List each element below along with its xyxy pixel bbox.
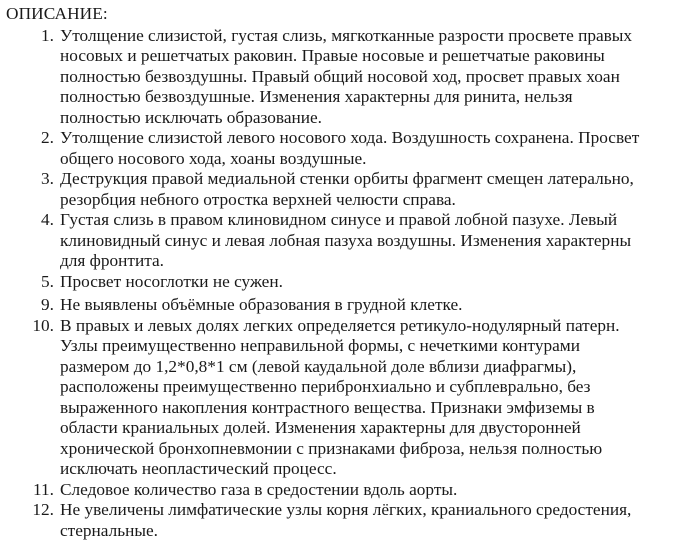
finding-text: Не выявлены объёмные образования в грудной клетке. (60, 295, 463, 314)
finding-item-3 (6, 169, 696, 210)
findings-list (6, 26, 696, 542)
finding-text: Густая слизь в правом клиновидном синусе и правой лобной пазухе. Левый клиновидный синус и левая лобная пазуха воздушны. Изменения характерны для фронтита. (60, 210, 632, 270)
finding-item-5 (6, 272, 696, 293)
finding-number: 2. (41, 128, 54, 147)
finding-number: 3. (41, 169, 54, 188)
finding-item-9 (6, 295, 696, 316)
finding-item-10 (6, 316, 696, 480)
finding-text: В правых и левых долях легких определяется ретикуло-нодулярный патерн. Узлы преимущественно неправильной формы, с нечеткими контурами размером до 1,2*0,8*1 см (левой каудальной доле вблизи диафрагмы), расположены преимущественно перибронхиально и субплеврально, без выраженного накопления контрастного вещества. Признаки эмфиземы в области краниальных долей. Изменения характерны для двусторонней хронической бронхопневмонии с признаками фиброза, нельзя полностью исключать неопластический процесс. (60, 315, 620, 478)
finding-item-1 (6, 26, 696, 129)
finding-item-11 (6, 480, 696, 501)
finding-text: Просвет носоглотки не сужен. (60, 271, 283, 291)
finding-number: 4. (41, 210, 54, 229)
finding-text: Не увеличены лимфатические узлы корня лёгких, краниального средостения, стернальные. (60, 500, 632, 540)
finding-number: 12. (32, 500, 54, 519)
finding-number: 9. (41, 295, 54, 314)
finding-text: Утолщение слизистой левого носового хода. Воздушность сохранена. Просвет общего носового хода, хоаны воздушные. (60, 128, 640, 168)
finding-text: Утолщение слизистой, густая слизь, мягкотканные разрости просвете правых носовых и решетчатых раковин. Правые носовые и решетчатые раковины полностью безвоздушны. Правый общий носовой ход, просвет правых хоан полностью безвоздушные. Изменения характерны для ринита, нельзя полностью исключать образование. (60, 25, 633, 127)
finding-number: 1. (41, 25, 54, 45)
section-heading: ОПИСАНИЕ: (6, 4, 108, 23)
finding-text: Следовое количество газа в средостении вдоль аорты. (60, 479, 458, 499)
finding-item-2 (6, 128, 696, 169)
finding-number: 11. (33, 479, 54, 499)
finding-number: 5. (41, 271, 54, 291)
finding-item-12 (6, 500, 696, 541)
finding-text: Деструкция правой медиальной стенки орбиты фрагмент смещен латерально, резорбция небного отростка верхней челюсти справа. (60, 169, 634, 209)
finding-item-4 (6, 210, 696, 272)
finding-number: 10. (32, 315, 54, 335)
